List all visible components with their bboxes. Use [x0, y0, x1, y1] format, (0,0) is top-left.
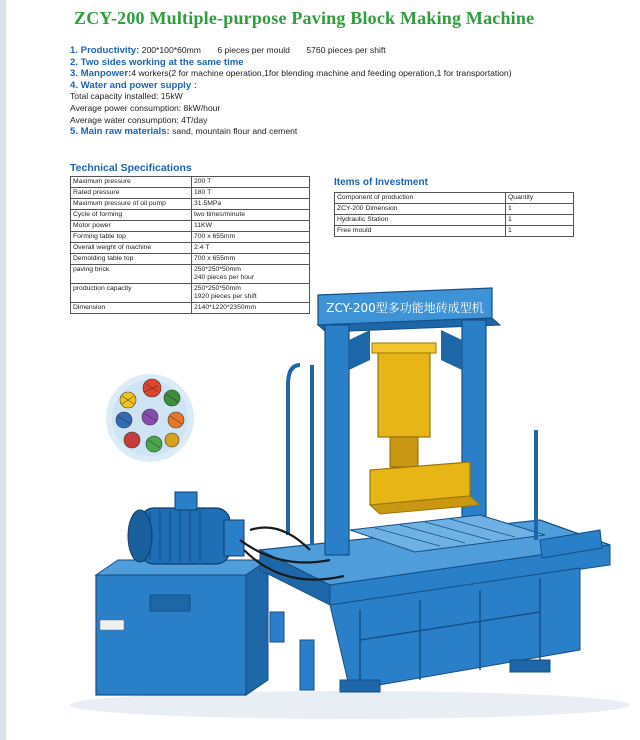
manpower-text: 4 workers(2 for machine operation,1for blending machine and feeding operation,1 for transportation) — [131, 68, 512, 79]
spec-value-line: 700 x 655mm — [194, 255, 236, 262]
spec-value-line-2: 240 pieces per hour — [194, 274, 255, 281]
water-line: Average water consumption: 4T/day — [70, 114, 208, 125]
spec-key: Rated pressure — [71, 188, 192, 199]
spec-key: paving brick — [71, 265, 192, 284]
materials-text: sand, mountain flour and cement — [172, 126, 298, 137]
page-title: ZCY-200 Multiple-purpose Paving Block Making Machine — [74, 8, 535, 28]
investment-component: Hydraulic Station — [335, 215, 506, 226]
productivity-size: 200*100*60mm — [141, 45, 201, 55]
investment-header-quantity: Quantity — [506, 193, 574, 204]
investment-quantity: 1 — [506, 204, 574, 215]
spec-value-line: two times/minute — [194, 211, 245, 218]
spec-value-line: 2140*1220*2350mm — [194, 304, 256, 311]
capacity-line: Total capacity installed: 15kW — [70, 91, 183, 102]
spec-key: Overall weight of machine — [71, 243, 192, 254]
spec-key: Dimension — [71, 303, 192, 314]
productivity-per-mould: 6 pieces per mould — [217, 45, 290, 55]
manpower-label: 3. Manpower: — [70, 68, 132, 80]
investment-title: Items of Investment — [334, 177, 428, 188]
spec-key: production capacity — [71, 284, 192, 303]
investment-component: ZCY-200 Dimension — [335, 204, 506, 215]
spec-key: Maximum pressure — [71, 177, 192, 188]
productivity-per-shift: 5760 pieces per shift — [306, 45, 386, 55]
spec-key: Demolding table top — [71, 254, 192, 265]
investment-component: Free mould — [335, 226, 506, 237]
spec-value-line: 200 T — [194, 178, 212, 185]
spec-value-line: 180 T — [194, 189, 212, 196]
paving-block-machine-image — [70, 288, 630, 719]
spec-value-line: 250*250*50mm — [194, 285, 241, 292]
spec-value-line: 2.4 T — [194, 244, 210, 251]
spec-value-line: 31.5MPa — [194, 200, 222, 207]
brick-samples-image — [106, 374, 194, 462]
investment-quantity: 1 — [506, 226, 574, 237]
spec-value-line: 250*250*50mm — [194, 266, 241, 273]
productivity-label: 1. Productivity: — [70, 45, 140, 56]
investment-quantity: 1 — [506, 215, 574, 226]
spec-key: Forming table top — [71, 232, 192, 243]
spec-key: Cycle of forming — [71, 210, 192, 221]
spec-key: Motor power — [71, 221, 192, 232]
spec-key: Maximum pressure of oil pump — [71, 199, 192, 210]
power-line: Average power consumption: 8kW/hour — [70, 102, 221, 113]
materials-label: 5. Main raw materials: — [70, 126, 170, 138]
two-sides-line: 2. Two sides working at the same time — [70, 56, 244, 68]
investment-header-component: Component of production — [335, 193, 506, 204]
spec-value-line: 11KW — [194, 222, 213, 229]
spec-value-line: 700 x 655mm — [194, 233, 236, 240]
water-power-heading: 4. Water and power supply : — [70, 79, 198, 91]
spec-title: Technical Specifications — [70, 162, 192, 174]
spec-value-line-2: 1920 pieces per shift — [194, 293, 257, 300]
machine-label: ZCY-200型多功能地砖成型机 — [326, 301, 484, 315]
